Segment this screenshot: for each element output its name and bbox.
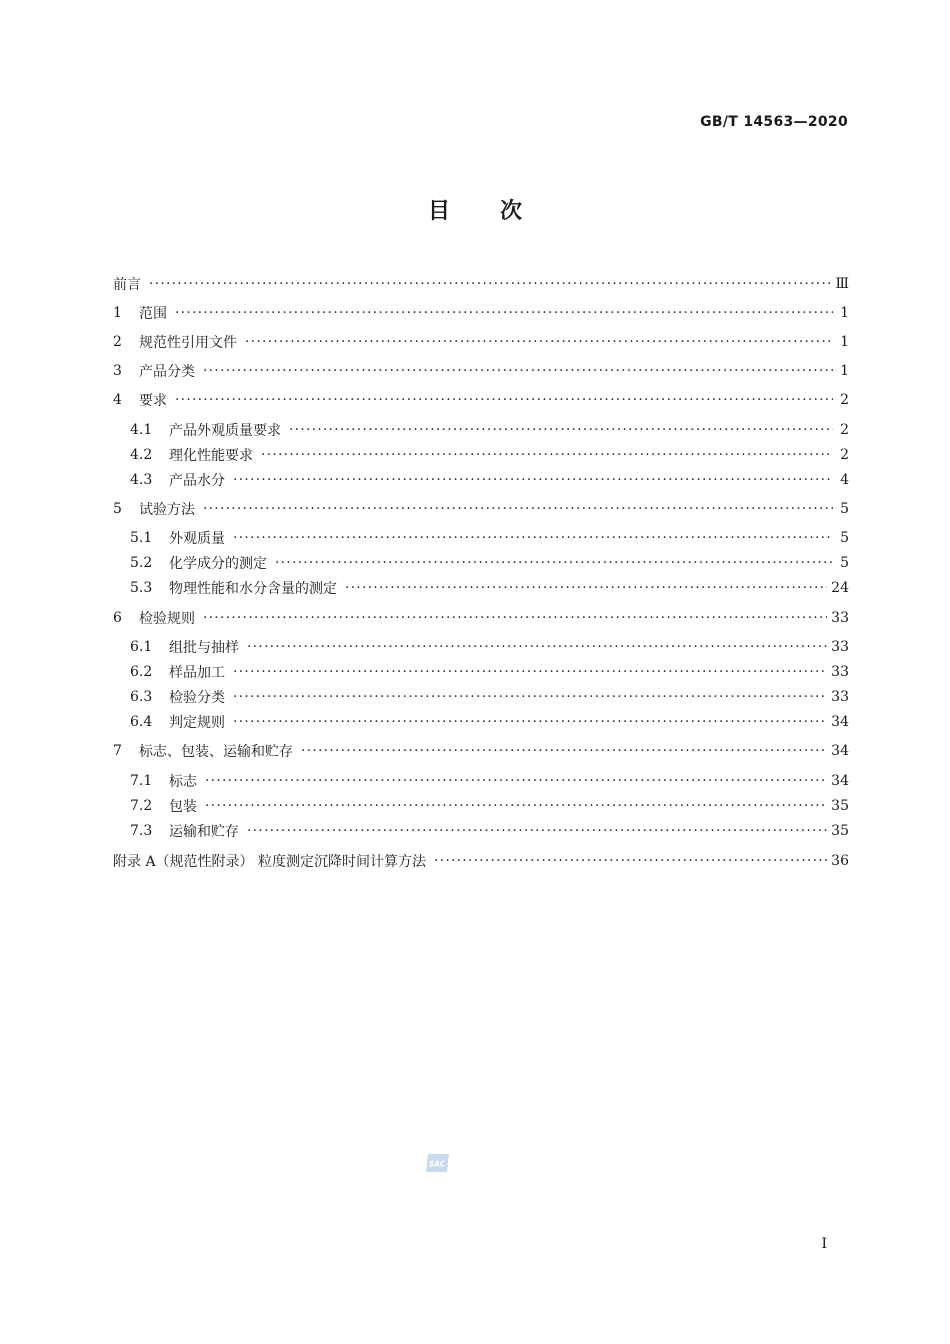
toc-entry-page: 2 [840,447,849,463]
toc-entry[interactable] [113,770,849,792]
toc-entry-label: 检验规则 [139,611,195,627]
toc-entry-label: 组批与抽样 [169,640,239,656]
toc-entry-number: 6.2 [130,664,153,680]
toc-entry-number: 5.2 [130,555,153,571]
toc-entry-number: 6.4 [130,714,153,730]
toc-entry-heading [113,796,197,816]
toc-entry-number: 7.1 [130,773,153,789]
toc-entry[interactable] [113,498,849,520]
toc-entry-number: 1 [113,305,122,321]
toc-dot-leader [233,661,827,683]
toc-entry-heading [113,741,293,761]
toc-entry-number: 5.3 [130,580,153,596]
toc-entry-heading [113,420,281,440]
toc-entry[interactable] [113,331,849,353]
toc-entry-heading [113,274,141,294]
toc-entry-page: 1 [840,305,849,321]
toc-entry-label: 运输和贮存 [169,824,239,840]
toc-entry[interactable] [113,469,849,491]
toc-entry-label: 前言 [113,277,141,293]
toc-entry[interactable] [113,661,849,683]
toc-dot-leader [175,389,833,411]
toc-entry-page: Ⅲ [835,276,849,292]
toc-entry-label: 外观质量 [169,531,225,547]
toc-entry-number: 2 [113,334,122,350]
toc-dot-leader [275,552,833,574]
toc-entry-number: 4 [113,392,122,408]
toc-entry[interactable] [113,686,849,708]
toc-entry-page: 33 [831,639,849,655]
toc-entry[interactable] [113,444,849,466]
toc-dot-leader [205,770,827,792]
toc-entry-heading [113,687,225,707]
toc-entry-label: 试验方法 [139,502,195,518]
toc-entry[interactable] [113,273,849,295]
toc-entry-label: 产品外观质量要求 [169,423,281,439]
toc-entry-label: 判定规则 [169,715,225,731]
toc-entry-page: 35 [831,823,849,839]
svg-text:SAC: SAC [428,1159,446,1169]
toc-entry-label: 包装 [169,799,197,815]
toc-entry-label: 标志 [169,774,197,790]
toc-entry-label: 物理性能和水分含量的测定 [169,581,337,597]
toc-dot-leader [247,636,827,658]
toc-entry[interactable] [113,577,849,599]
toc-entry-page: 34 [831,743,849,759]
toc-entry-label: 范围 [139,306,167,322]
toc-entry[interactable] [113,389,849,411]
toc-dot-leader [149,273,831,295]
toc-entry-page: 33 [831,610,849,626]
toc-dot-leader [203,498,833,520]
toc-entry-heading [113,637,239,657]
toc-entry-heading [113,851,426,871]
toc-entry-heading [113,712,225,732]
toc-entry[interactable] [113,302,849,324]
toc-entry-heading [113,771,197,791]
toc-entry-page: 5 [840,555,849,571]
toc-entry-heading [113,390,167,410]
page-number: I [821,1236,827,1252]
toc-entry-label: 产品水分 [169,473,225,489]
toc-entry-heading [113,499,195,519]
toc-entry-page: 1 [840,334,849,350]
toc-entry-number: 3 [113,363,122,379]
toc-entry-page: 2 [840,422,849,438]
toc-dot-leader [261,444,833,466]
toc-entry[interactable] [113,740,849,762]
toc-entry-label: 附录 A（规范性附录） 粒度测定沉降时间计算方法 [113,854,427,870]
toc-dot-leader [245,331,833,353]
toc-entry[interactable] [113,795,849,817]
toc-entry-number: 7.2 [130,798,153,814]
toc-entry-number: 4.2 [130,447,153,463]
toc-entry-label: 规范性引用文件 [139,335,237,351]
toc-entry-page: 33 [831,664,849,680]
toc-entry[interactable] [113,527,849,549]
toc-entry-heading [113,553,267,573]
toc-entry-number: 5 [113,501,122,517]
toc-entry[interactable] [113,711,849,733]
toc-entry-number: 7 [113,743,122,759]
toc-entry-label: 标志、包装、运输和贮存 [139,744,293,760]
toc-dot-leader [434,850,827,872]
toc-dot-leader [301,740,827,762]
toc-entry[interactable] [113,820,849,842]
toc-entry-page: 2 [840,392,849,408]
sac-logo-icon [425,1152,451,1174]
toc-entry-label: 产品分类 [139,364,195,380]
toc-entry-page: 34 [831,714,849,730]
toc-entry-label: 化学成分的测定 [169,556,267,572]
toc-entry-heading [113,528,225,548]
toc-entry[interactable] [113,552,849,574]
toc-entry-number: 4.1 [130,422,153,438]
toc-entry-heading [113,821,239,841]
toc-entry-page: 34 [831,773,849,789]
page-title: 目次 [427,199,572,224]
toc-dot-leader [233,527,833,549]
toc-entry-number: 6.1 [130,639,153,655]
toc-entry-page: 5 [840,530,849,546]
toc-entry-heading [113,303,167,323]
toc-dot-leader [175,302,833,324]
toc-entry-label: 理化性能要求 [169,448,253,464]
toc-entry[interactable] [113,419,849,441]
toc-entry-number: 6 [113,610,122,626]
toc-entry-heading [113,361,195,381]
toc-entry[interactable] [113,850,849,872]
toc-dot-leader [233,469,833,491]
toc-entry-page: 35 [831,798,849,814]
toc-entry[interactable] [113,636,849,658]
toc-entry-heading [113,445,253,465]
toc-entry-page: 4 [840,472,849,488]
toc-entry-page: 36 [831,853,849,869]
toc-entry-number: 7.3 [130,823,153,839]
toc-entry-number: 5.1 [130,530,153,546]
toc-dot-leader [233,711,827,733]
standard-number: GB/T 14563—2020 [700,114,848,130]
toc-entry-heading [113,470,225,490]
toc-entry-number: 4.3 [130,472,153,488]
toc-entry[interactable] [113,607,849,629]
toc-dot-leader [233,686,827,708]
toc-dot-leader [203,607,827,629]
toc-dot-leader [247,820,827,842]
toc-entry-heading [113,662,225,682]
toc-entry-heading [113,608,195,628]
toc-entry-page: 33 [831,689,849,705]
toc-dot-leader [345,577,827,599]
toc-entry-number: 6.3 [130,689,153,705]
toc-entry-label: 要求 [139,393,167,409]
toc-entry-page: 1 [840,363,849,379]
toc-entry-heading [113,332,237,352]
toc-entry-page: 24 [831,580,849,596]
toc-entry-heading [113,578,337,598]
toc-entry-label: 检验分类 [169,690,225,706]
toc-entry-label: 样品加工 [169,665,225,681]
toc-dot-leader [289,419,833,441]
toc-entry[interactable] [113,360,849,382]
toc-dot-leader [203,360,833,382]
toc-entry-page: 5 [840,501,849,517]
toc-dot-leader [205,795,827,817]
